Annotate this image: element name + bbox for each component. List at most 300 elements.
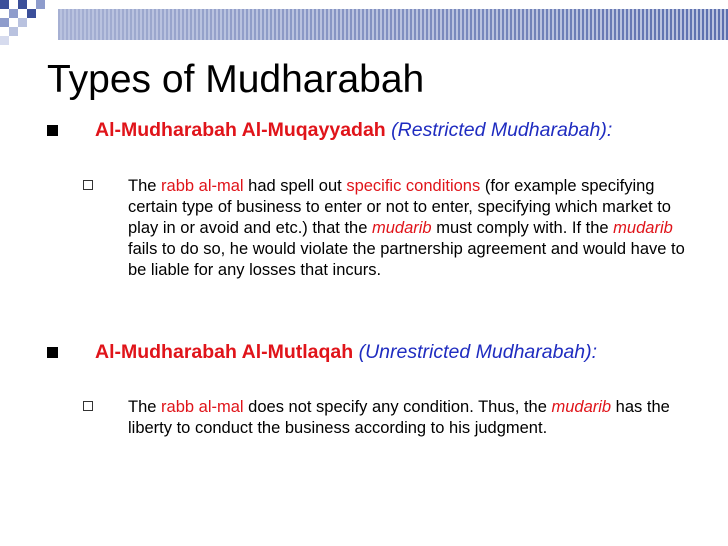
stripe xyxy=(308,9,310,40)
stripe xyxy=(196,9,198,40)
stripe xyxy=(118,9,120,40)
stripe xyxy=(398,9,400,40)
stripe xyxy=(400,9,402,40)
stripe xyxy=(192,9,194,40)
stripe xyxy=(458,9,460,40)
stripe xyxy=(700,9,702,40)
stripe xyxy=(258,9,260,40)
stripe xyxy=(460,9,462,40)
stripe xyxy=(340,9,342,40)
stripe xyxy=(360,9,362,40)
stripe xyxy=(476,9,478,40)
stripe xyxy=(402,9,404,40)
stripe xyxy=(638,9,640,40)
stripe xyxy=(280,9,282,40)
stripe xyxy=(660,9,662,40)
stripe xyxy=(248,9,250,40)
stripe xyxy=(522,9,524,40)
stripe xyxy=(274,9,276,40)
stripe xyxy=(382,9,384,40)
stripe xyxy=(552,9,554,40)
stripe xyxy=(602,9,604,40)
stripe xyxy=(166,9,168,40)
stripe xyxy=(600,9,602,40)
stripe xyxy=(80,9,82,40)
stripe xyxy=(664,9,666,40)
stripe xyxy=(718,9,720,40)
stripe xyxy=(540,9,542,40)
stripe xyxy=(410,9,412,40)
stripe xyxy=(138,9,140,40)
stripe xyxy=(92,9,94,40)
stripe xyxy=(144,9,146,40)
stripe xyxy=(190,9,192,40)
stripe xyxy=(454,9,456,40)
stripe xyxy=(322,9,324,40)
stripe xyxy=(210,9,212,40)
stripe xyxy=(408,9,410,40)
stripe xyxy=(518,9,520,40)
stripe xyxy=(214,9,216,40)
stripe xyxy=(148,9,150,40)
stripe xyxy=(240,9,242,40)
stripe xyxy=(668,9,670,40)
stripe xyxy=(262,9,264,40)
stripe xyxy=(550,9,552,40)
detail-text: does not specify any condition. Thus, the xyxy=(243,398,552,416)
stripe xyxy=(472,9,474,40)
stripe xyxy=(436,9,438,40)
stripe xyxy=(234,9,236,40)
stripe xyxy=(490,9,492,40)
stripe xyxy=(246,9,248,40)
stripe xyxy=(494,9,496,40)
stripe xyxy=(132,9,134,40)
stripe xyxy=(510,9,512,40)
stripe xyxy=(430,9,432,40)
stripe xyxy=(422,9,424,40)
stripe xyxy=(596,9,598,40)
stripe xyxy=(564,9,566,40)
stripe xyxy=(282,9,284,40)
stripe xyxy=(512,9,514,40)
stripe xyxy=(554,9,556,40)
stripe xyxy=(692,9,694,40)
stripe xyxy=(292,9,294,40)
stripe xyxy=(376,9,378,40)
main-bullet-unrestricted xyxy=(47,340,687,364)
stripe xyxy=(170,9,172,40)
stripe xyxy=(464,9,466,40)
stripe xyxy=(572,9,574,40)
stripe xyxy=(526,9,528,40)
sub-bullet-restricted xyxy=(83,176,688,281)
stripe xyxy=(396,9,398,40)
stripe xyxy=(394,9,396,40)
keyword-mudarib: mudarib xyxy=(371,219,432,237)
stripe xyxy=(100,9,102,40)
stripe xyxy=(404,9,406,40)
keyword-mudarib: mudarib xyxy=(613,219,673,237)
stripe xyxy=(440,9,442,40)
stripe xyxy=(456,9,458,40)
stripe xyxy=(484,9,486,40)
stripe xyxy=(90,9,92,40)
stripe xyxy=(356,9,358,40)
stripe xyxy=(178,9,180,40)
keyword-rabb-al-mal: rabb al-mal xyxy=(161,177,244,195)
detail-text: has the liberty to conduct the business according to his judgment. xyxy=(128,398,670,437)
stripe xyxy=(202,9,204,40)
stripe xyxy=(176,9,178,40)
stripe xyxy=(130,9,132,40)
stripe xyxy=(172,9,174,40)
stripe xyxy=(498,9,500,40)
stripe xyxy=(238,9,240,40)
stripe xyxy=(562,9,564,40)
stripe xyxy=(140,9,142,40)
stripe xyxy=(60,9,62,40)
stripe xyxy=(126,9,128,40)
stripe xyxy=(212,9,214,40)
stripe xyxy=(312,9,314,40)
stripe xyxy=(94,9,96,40)
stripe xyxy=(254,9,256,40)
stripe xyxy=(500,9,502,40)
stripe xyxy=(204,9,206,40)
stripe xyxy=(670,9,672,40)
stripe xyxy=(678,9,680,40)
stripe xyxy=(368,9,370,40)
stripe xyxy=(112,9,114,40)
stripe xyxy=(334,9,336,40)
gloss-restricted: (Restricted Mudharabah): xyxy=(391,119,613,141)
stripe xyxy=(154,9,156,40)
stripe xyxy=(84,9,86,40)
detail-text: had spell out xyxy=(243,177,347,195)
stripe xyxy=(156,9,158,40)
stripe xyxy=(106,9,108,40)
stripe xyxy=(706,9,708,40)
stripe xyxy=(294,9,296,40)
stripe xyxy=(264,9,266,40)
stripe xyxy=(576,9,578,40)
stripe xyxy=(548,9,550,40)
stripe xyxy=(88,9,90,40)
stripe xyxy=(574,9,576,40)
stripe xyxy=(426,9,428,40)
stripe xyxy=(232,9,234,40)
stripe xyxy=(432,9,434,40)
stripe xyxy=(516,9,518,40)
stripe xyxy=(288,9,290,40)
stripe xyxy=(160,9,162,40)
stripe xyxy=(222,9,224,40)
stripe xyxy=(640,9,642,40)
stripe xyxy=(296,9,298,40)
stripe xyxy=(538,9,540,40)
stripe xyxy=(96,9,98,40)
stripe xyxy=(168,9,170,40)
stripe xyxy=(544,9,546,40)
stripe xyxy=(716,9,718,40)
stripe xyxy=(652,9,654,40)
stripe xyxy=(62,9,64,40)
stripe xyxy=(182,9,184,40)
stripe xyxy=(694,9,696,40)
stripe xyxy=(442,9,444,40)
stripe xyxy=(532,9,534,40)
stripe xyxy=(528,9,530,40)
detail-text: must comply with. If the xyxy=(431,219,614,237)
detail-text: The xyxy=(128,177,162,195)
stripe xyxy=(290,9,292,40)
stripe xyxy=(286,9,288,40)
stripe xyxy=(614,9,616,40)
stripe xyxy=(412,9,414,40)
stripe xyxy=(560,9,562,40)
stripe xyxy=(666,9,668,40)
stripe xyxy=(266,9,268,40)
stripe xyxy=(200,9,202,40)
stripe xyxy=(468,9,470,40)
stripe xyxy=(418,9,420,40)
stripe xyxy=(104,9,106,40)
stripe xyxy=(466,9,468,40)
stripe xyxy=(380,9,382,40)
stripe xyxy=(362,9,364,40)
stripe xyxy=(708,9,710,40)
stripe xyxy=(524,9,526,40)
stripe xyxy=(658,9,660,40)
stripe xyxy=(434,9,436,40)
stripe xyxy=(506,9,508,40)
stripe xyxy=(714,9,716,40)
stripe xyxy=(646,9,648,40)
stripe xyxy=(444,9,446,40)
stripe xyxy=(558,9,560,40)
stripe xyxy=(208,9,210,40)
stripe xyxy=(608,9,610,40)
stripe xyxy=(612,9,614,40)
stripe xyxy=(72,9,74,40)
stripe xyxy=(620,9,622,40)
stripe xyxy=(298,9,300,40)
keyword-specific-conditions: specific conditions xyxy=(346,177,481,195)
stripe xyxy=(122,9,124,40)
stripe xyxy=(270,9,272,40)
stripe xyxy=(124,9,126,40)
term-unrestricted: Al-Mudharabah Al-Mutlaqah xyxy=(95,341,354,363)
stripe xyxy=(374,9,376,40)
stripe xyxy=(320,9,322,40)
stripe xyxy=(218,9,220,40)
stripe xyxy=(98,9,100,40)
keyword-rabb-al-mal: rabb al-mal xyxy=(161,398,244,416)
stripe xyxy=(216,9,218,40)
stripe xyxy=(710,9,712,40)
stripe xyxy=(336,9,338,40)
stripe xyxy=(470,9,472,40)
stripe xyxy=(70,9,72,40)
stripe xyxy=(384,9,386,40)
hollow-square-bullet-icon xyxy=(83,401,93,411)
detail-text: (for example specifying certain type of business to enter or not to enter, specifying which market to play in or avoid and etc.) that the xyxy=(128,177,671,237)
stripe-band xyxy=(58,9,728,40)
stripe xyxy=(306,9,308,40)
stripe xyxy=(696,9,698,40)
stripe xyxy=(344,9,346,40)
stripe xyxy=(702,9,704,40)
stripe xyxy=(82,9,84,40)
stripe xyxy=(452,9,454,40)
header-decoration xyxy=(0,0,728,48)
stripe xyxy=(504,9,506,40)
stripe xyxy=(592,9,594,40)
stripe xyxy=(108,9,110,40)
stripe xyxy=(370,9,372,40)
stripe xyxy=(556,9,558,40)
stripe xyxy=(74,9,76,40)
stripe xyxy=(462,9,464,40)
stripe xyxy=(622,9,624,40)
hollow-square-bullet-icon xyxy=(83,180,93,190)
stripe xyxy=(438,9,440,40)
stripe xyxy=(686,9,688,40)
term-restricted: Al-Mudharabah Al-Muqayyadah xyxy=(95,119,386,141)
stripe xyxy=(316,9,318,40)
sub-bullet-unrestricted xyxy=(83,397,688,439)
stripe xyxy=(244,9,246,40)
stripe xyxy=(474,9,476,40)
stripe xyxy=(338,9,340,40)
stripe xyxy=(604,9,606,40)
stripe xyxy=(120,9,122,40)
stripe xyxy=(310,9,312,40)
stripe xyxy=(250,9,252,40)
stripe xyxy=(644,9,646,40)
stripe xyxy=(662,9,664,40)
stripe xyxy=(332,9,334,40)
stripe xyxy=(684,9,686,40)
stripe xyxy=(278,9,280,40)
stripe xyxy=(164,9,166,40)
stripe xyxy=(358,9,360,40)
stripe xyxy=(58,9,60,40)
stripe xyxy=(390,9,392,40)
stripe xyxy=(482,9,484,40)
stripe xyxy=(198,9,200,40)
stripe xyxy=(610,9,612,40)
stripe xyxy=(128,9,130,40)
stripe xyxy=(180,9,182,40)
stripe xyxy=(624,9,626,40)
detail-text: fails to do so, he would violate the partnership agreement and would have to be liable for any losses that incurs. xyxy=(128,240,685,279)
stripe xyxy=(346,9,348,40)
stripe xyxy=(428,9,430,40)
stripe xyxy=(150,9,152,40)
main-bullet-text xyxy=(95,118,687,142)
stripe xyxy=(514,9,516,40)
stripe xyxy=(226,9,228,40)
stripe xyxy=(606,9,608,40)
square-bullet-icon xyxy=(47,347,58,358)
stripe xyxy=(102,9,104,40)
stripe xyxy=(260,9,262,40)
stripe xyxy=(450,9,452,40)
checker-pattern xyxy=(0,0,45,45)
stripe xyxy=(256,9,258,40)
stripe xyxy=(674,9,676,40)
stripe xyxy=(134,9,136,40)
stripe xyxy=(188,9,190,40)
sub-bullet-text xyxy=(128,397,688,439)
stripe xyxy=(630,9,632,40)
stripe xyxy=(330,9,332,40)
main-bullet-restricted xyxy=(47,118,687,142)
stripe xyxy=(68,9,70,40)
main-bullet-text xyxy=(95,340,687,364)
stripe xyxy=(242,9,244,40)
stripe xyxy=(354,9,356,40)
stripe xyxy=(546,9,548,40)
stripe xyxy=(272,9,274,40)
stripe xyxy=(252,9,254,40)
stripe xyxy=(146,9,148,40)
stripe xyxy=(656,9,658,40)
stripe xyxy=(364,9,366,40)
stripe xyxy=(650,9,652,40)
stripe xyxy=(626,9,628,40)
stripe xyxy=(568,9,570,40)
stripe xyxy=(194,9,196,40)
stripe xyxy=(414,9,416,40)
stripe xyxy=(642,9,644,40)
stripe xyxy=(634,9,636,40)
stripe xyxy=(478,9,480,40)
stripe xyxy=(206,9,208,40)
stripe xyxy=(636,9,638,40)
stripe xyxy=(520,9,522,40)
stripe xyxy=(698,9,700,40)
stripe xyxy=(578,9,580,40)
stripe xyxy=(724,9,726,40)
stripe xyxy=(366,9,368,40)
stripe xyxy=(570,9,572,40)
stripe xyxy=(136,9,138,40)
stripe xyxy=(416,9,418,40)
stripe xyxy=(224,9,226,40)
stripe xyxy=(722,9,724,40)
stripe xyxy=(110,9,112,40)
slide-title: Types of Mudharabah xyxy=(47,58,425,101)
stripe xyxy=(618,9,620,40)
stripe xyxy=(590,9,592,40)
stripe xyxy=(672,9,674,40)
stripe xyxy=(76,9,78,40)
gloss-unrestricted: (Unrestricted Mudharabah): xyxy=(358,341,598,363)
stripe xyxy=(114,9,116,40)
stripe xyxy=(534,9,536,40)
stripe xyxy=(632,9,634,40)
stripe xyxy=(350,9,352,40)
stripe xyxy=(302,9,304,40)
stripe xyxy=(566,9,568,40)
stripe xyxy=(496,9,498,40)
stripe xyxy=(300,9,302,40)
stripe xyxy=(304,9,306,40)
stripe xyxy=(616,9,618,40)
